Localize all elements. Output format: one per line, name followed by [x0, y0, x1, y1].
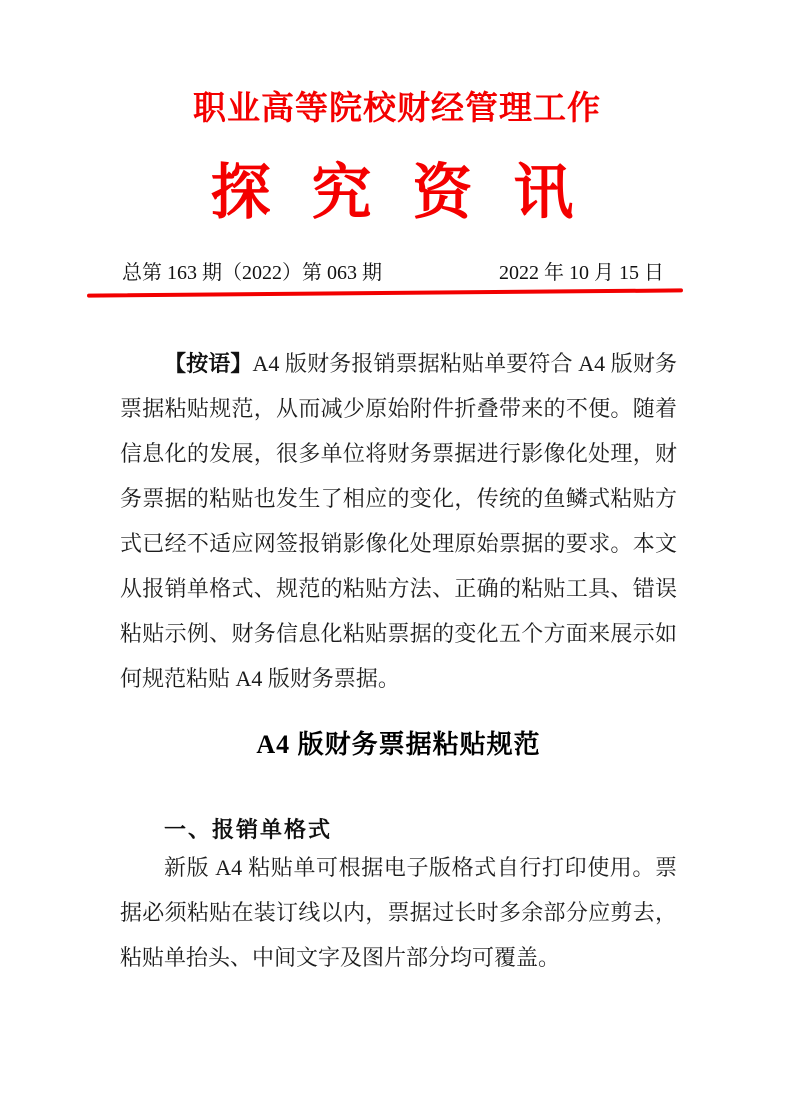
- editor-note-paragraph: [120, 341, 677, 701]
- article-body: [120, 341, 677, 980]
- section-heading-1: 一、报销单格式: [164, 817, 333, 842]
- masthead: [0, 90, 794, 228]
- issue-date: 2022 年 10 月 15 日: [499, 262, 664, 284]
- red-divider-rule: [87, 288, 683, 297]
- issue-bar: [122, 261, 664, 285]
- newsletter-supertitle: 职业高等院校财经管理工作: [193, 91, 601, 127]
- editor-note-label: 【按语】: [164, 351, 253, 376]
- section-paragraph-1: 新版 A4 粘贴单可根据电子版格式自行打印使用。票据必须粘贴在装订线以内，票据过长时多余部分应剪去，粘贴单抬头、中间文字及图片部分均可覆盖。: [120, 855, 677, 970]
- editor-note-text: A4 版财务报销票据粘贴单要符合 A4 版财务票据粘贴规范，从而减少原始附件折叠带来的不便。随着信息化的发展，很多单位将财务票据进行影像化处理，财务票据的粘贴也发生了相应的变化，传统的鱼鳞式粘贴方式已经不适应网签报销影像化处理原始票据的要求。本文从报销单格式、规范的粘贴方法、正确的粘贴工具、错误粘贴示例、财务信息化粘贴票据的变化五个方面来展示如何规范粘贴 A4 版财务票据。: [120, 351, 677, 691]
- article-title: A4 版财务票据粘贴规范: [256, 730, 541, 759]
- newsletter-title: 探 究 资 讯: [210, 158, 584, 228]
- issue-number: 总第 163 期（2022）第 063 期: [122, 262, 382, 284]
